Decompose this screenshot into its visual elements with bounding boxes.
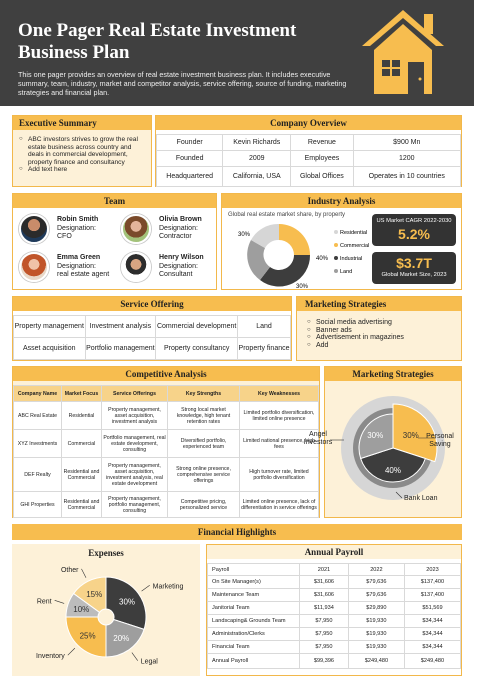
list-item: ○ ABC investors strives to grow the real estate business across country and deals in commercial development, property finance and consultancy [19, 136, 147, 166]
table-row [208, 615, 461, 628]
table-header: 2021 [300, 564, 349, 576]
mkt-category-label: Personal Saving [426, 433, 454, 448]
table-cell: Kevin Richards [223, 135, 291, 151]
member-name: Henry Wilson [159, 254, 204, 262]
designation-label: Designation: [159, 262, 198, 270]
expense-leader-line [142, 585, 150, 591]
table-cell: Residential [62, 402, 102, 430]
table-header: Company Name [14, 386, 62, 402]
table-cell: $79,636 [348, 589, 404, 602]
member-name: Emma Green [57, 254, 101, 262]
table-cell: 1200 [353, 151, 460, 167]
donut-label-40: 40% [316, 256, 329, 262]
table-row [14, 402, 319, 430]
expense-category-label: Marketing [152, 583, 184, 591]
expense-slice-label: 30% [119, 597, 136, 607]
table-row [208, 641, 461, 654]
table-cell: Maintenance Team [208, 589, 300, 602]
table-cell: Founded [157, 151, 223, 167]
expense-slice-label: 25% [79, 631, 96, 641]
cagr-label: US Market CAGR 2022-2030 [376, 218, 452, 224]
table-cell: $29,890 [348, 602, 404, 615]
table-cell: $19,930 [348, 628, 404, 641]
house-icon [358, 6, 448, 98]
table-cell: Property management, asset acquisition, investment analysis, real estate development [102, 458, 168, 492]
table-cell: Limited portfolio diversification, limited online presence [240, 402, 319, 430]
expense-leader-line [81, 569, 86, 578]
table-cell: Competitive pricing, personalized service [168, 492, 240, 518]
table-cell: $137,400 [404, 589, 460, 602]
expense-category-label: Legal [140, 658, 158, 666]
list-item: ○ Banner ads [307, 327, 404, 335]
table-row [157, 167, 461, 187]
expense-slice-label: 10% [73, 604, 90, 614]
table-row [14, 338, 291, 360]
expense-leader-line [132, 653, 138, 661]
member-name: Robin Smith [57, 216, 99, 224]
table-cell: $79,636 [348, 576, 404, 589]
table-row [208, 589, 461, 602]
table-row [208, 628, 461, 641]
expense-category-label: Inventory [36, 653, 65, 661]
member-designation: Contractor [159, 233, 192, 241]
table-header: Payroll [208, 564, 300, 576]
mkt-slice-label: 30% [367, 431, 384, 441]
table-cell: Portfolio management [85, 338, 156, 360]
list-item: ○ Social media advertising [307, 319, 404, 327]
table-cell: Investment analysis [85, 316, 156, 338]
list-item: ○ Add [307, 342, 404, 350]
table-header-row [14, 386, 319, 402]
table-header: 2022 [348, 564, 404, 576]
marketing-strategies-list [307, 319, 404, 349]
marketing-strategies-list-panel [296, 296, 462, 361]
table-cell: $900 Mn [353, 135, 460, 151]
executive-summary-title: Executive Summary [13, 116, 151, 130]
table-cell: $11,934 [300, 602, 349, 615]
avatar [19, 252, 49, 282]
table-cell: Global Offices [291, 167, 353, 187]
table-cell: Residential and Commercial [62, 458, 102, 492]
donut-label-30-left: 30% [238, 232, 251, 238]
industry-donut [247, 224, 310, 287]
mkt-category-label: Bank Loan [404, 495, 438, 502]
table-cell: Commercial [62, 430, 102, 458]
table-cell: Diversified portfolio, experienced team [168, 430, 240, 458]
table-cell: $7,950 [300, 641, 349, 654]
team-member-henry [121, 252, 204, 282]
avatar [19, 214, 49, 244]
table-cell: Property consultancy [156, 338, 238, 360]
cagr-stat [372, 214, 456, 246]
table-cell: Financial Team [208, 641, 300, 654]
expense-category-label: Rent [36, 598, 52, 606]
legend-land: Land [340, 269, 353, 275]
title-line-1: One Pager Real Estate Investment [18, 20, 297, 41]
avatar [121, 214, 151, 244]
title-line-2: Business Plan [18, 42, 130, 63]
table-cell: $31,606 [300, 576, 349, 589]
page-description: This one pager provides an overview of real estate investment business plan. It includes executive summary, team, industry, market and competitor analysis, service offering, source of funding, marketing strategies and financial plan. [18, 70, 347, 97]
designation-label: Designation: [57, 224, 96, 232]
expense-slice-label: 15% [86, 589, 103, 599]
table-row [208, 654, 461, 669]
table-cell: $19,930 [348, 641, 404, 654]
table-cell: Operates in 10 countries [353, 167, 460, 187]
member-designation: CFO [57, 233, 72, 241]
table-cell: Headquartered [157, 167, 223, 187]
table-row [14, 492, 319, 518]
industry-analysis-title: Industry Analysis [222, 194, 461, 208]
table-cell: $19,930 [348, 615, 404, 628]
expenses-title: Expenses [88, 548, 124, 558]
annual-payroll-title: Annual Payroll [207, 545, 461, 559]
annual-payroll-panel [206, 544, 462, 676]
team-panel [12, 193, 217, 290]
marketing-strategies-list-title: Marketing Strategies [297, 297, 461, 311]
expense-slice-label: 20% [113, 634, 130, 644]
marketing-funding-chart [290, 368, 490, 518]
team-member-robin [19, 214, 98, 244]
table-row [208, 576, 461, 589]
table-header: 2023 [404, 564, 460, 576]
table-cell: ABC Real Estate [14, 402, 62, 430]
table-cell: High turnover rate, limited portfolio diversification [240, 458, 319, 492]
service-offering-title: Service Offering [13, 297, 291, 311]
table-header: Service Offerings [102, 386, 168, 402]
donut-slice-dark [260, 255, 310, 287]
mkt-category-label: Angel Investors [303, 431, 333, 446]
donut-slice-yellow [279, 224, 310, 255]
table-cell: Property management [14, 316, 86, 338]
table-cell: Annual Payroll [208, 654, 300, 669]
header [0, 0, 474, 106]
table-cell: Residential and Commercial [62, 492, 102, 518]
annual-payroll-table [207, 563, 461, 669]
competitive-analysis-table [13, 385, 319, 518]
mkt-slice-label: 30% [402, 431, 419, 441]
service-offering-table [13, 315, 291, 360]
table-cell: Strong online presence, comprehensive service offerings [168, 458, 240, 492]
member-designation: Consultant [159, 271, 193, 279]
table-cell: $7,950 [300, 615, 349, 628]
designation-label: Designation: [159, 224, 198, 232]
avatar [121, 252, 151, 282]
table-cell: On Site Manager(s) [208, 576, 300, 589]
table-cell: $31,606 [300, 589, 349, 602]
table-cell: Limited national presence, high fees [240, 430, 319, 458]
table-header: Key Strengths [168, 386, 240, 402]
donut-label-30-bottom: 30% [296, 284, 309, 290]
table-row [14, 430, 319, 458]
team-member-olivia [121, 214, 202, 244]
table-cell: Founder [157, 135, 223, 151]
table-header: Market Focus [62, 386, 102, 402]
legend-commercial: Commercial [340, 243, 370, 249]
team-title: Team [13, 194, 216, 208]
legend-industrial: Industrial [340, 256, 363, 262]
table-cell: XYZ Investments [14, 430, 62, 458]
industry-donut-chart [224, 220, 370, 290]
table-cell: Asset acquisition [14, 338, 86, 360]
marketing-strategies-chart-title: Marketing Strategies [325, 367, 461, 381]
table-cell: Revenue [291, 135, 353, 151]
table-row [208, 602, 461, 615]
table-cell: Employees [291, 151, 353, 167]
table-cell: Land [238, 316, 291, 338]
company-overview-panel [155, 115, 462, 187]
industry-chart-title: Global real estate market share, by property [228, 212, 346, 218]
table-cell: $99,396 [300, 654, 349, 669]
table-cell: $249,480 [404, 654, 460, 669]
industry-analysis-panel [221, 193, 462, 290]
table-header: Key Weaknesses [240, 386, 319, 402]
executive-summary-list [19, 136, 147, 174]
mkt-slice-label: 40% [384, 466, 402, 475]
table-cell: $249,480 [348, 654, 404, 669]
table-cell: $51,569 [404, 602, 460, 615]
list-item: ○ Add text here [19, 166, 147, 174]
table-cell: Strong local market knowledge, high tenant retention rates [168, 402, 240, 430]
expenses-chart [12, 560, 200, 675]
table-cell: $137,400 [404, 576, 460, 589]
market-size-value: $3.7T [396, 255, 432, 271]
table-cell: Property management, portfolio management, consulting [102, 492, 168, 518]
table-cell: Portfolio management, real estate development, consulting [102, 430, 168, 458]
financial-highlights-title: Financial Highlights [12, 524, 462, 540]
table-cell: Limited online presence, lack of differentiation in service offerings [240, 492, 319, 518]
table-cell: Landscaping& Grounds Team [208, 615, 300, 628]
table-cell: California, USA [223, 167, 291, 187]
company-overview-title: Company Overview [156, 116, 461, 130]
table-cell: $34,344 [404, 615, 460, 628]
expense-category-label: Other [60, 566, 79, 574]
table-row [14, 316, 291, 338]
table-cell: GHI Properties [14, 492, 62, 518]
table-cell: Janitorial Team [208, 602, 300, 615]
executive-summary-panel [12, 115, 152, 187]
competitive-analysis-title: Competitive Analysis [13, 367, 319, 381]
team-member-emma [19, 252, 109, 282]
table-header-row [208, 564, 461, 576]
member-designation: real estate agent [57, 271, 110, 279]
market-size-label: Global Market Size, 2023 [381, 272, 447, 278]
table-row [157, 135, 461, 151]
list-item: ○ Advertisement in magazines [307, 334, 404, 342]
legend-residential: Residential [340, 230, 368, 236]
member-name: Olivia Brown [159, 216, 202, 224]
table-cell: Administration/Clerks [208, 628, 300, 641]
expense-leader-line [55, 600, 65, 603]
table-cell: $7,950 [300, 628, 349, 641]
cagr-value: 5.2% [398, 226, 430, 242]
table-cell: Property finance [238, 338, 291, 360]
table-cell: Commercial development [156, 316, 238, 338]
table-row [157, 151, 461, 167]
table-cell: 2009 [223, 151, 291, 167]
company-overview-table [156, 134, 461, 187]
service-offering-panel [12, 296, 292, 361]
designation-label: Designation: [57, 262, 96, 270]
table-cell: Property management, asset acquisition, investment analysis [102, 402, 168, 430]
market-size-stat [372, 252, 456, 284]
table-cell: $34,344 [404, 628, 460, 641]
table-row [14, 458, 319, 492]
page-title [18, 20, 348, 64]
expense-leader-line [68, 648, 75, 655]
table-cell: $34,344 [404, 641, 460, 654]
table-cell: DEF Realty [14, 458, 62, 492]
competitive-analysis-panel [12, 366, 320, 518]
